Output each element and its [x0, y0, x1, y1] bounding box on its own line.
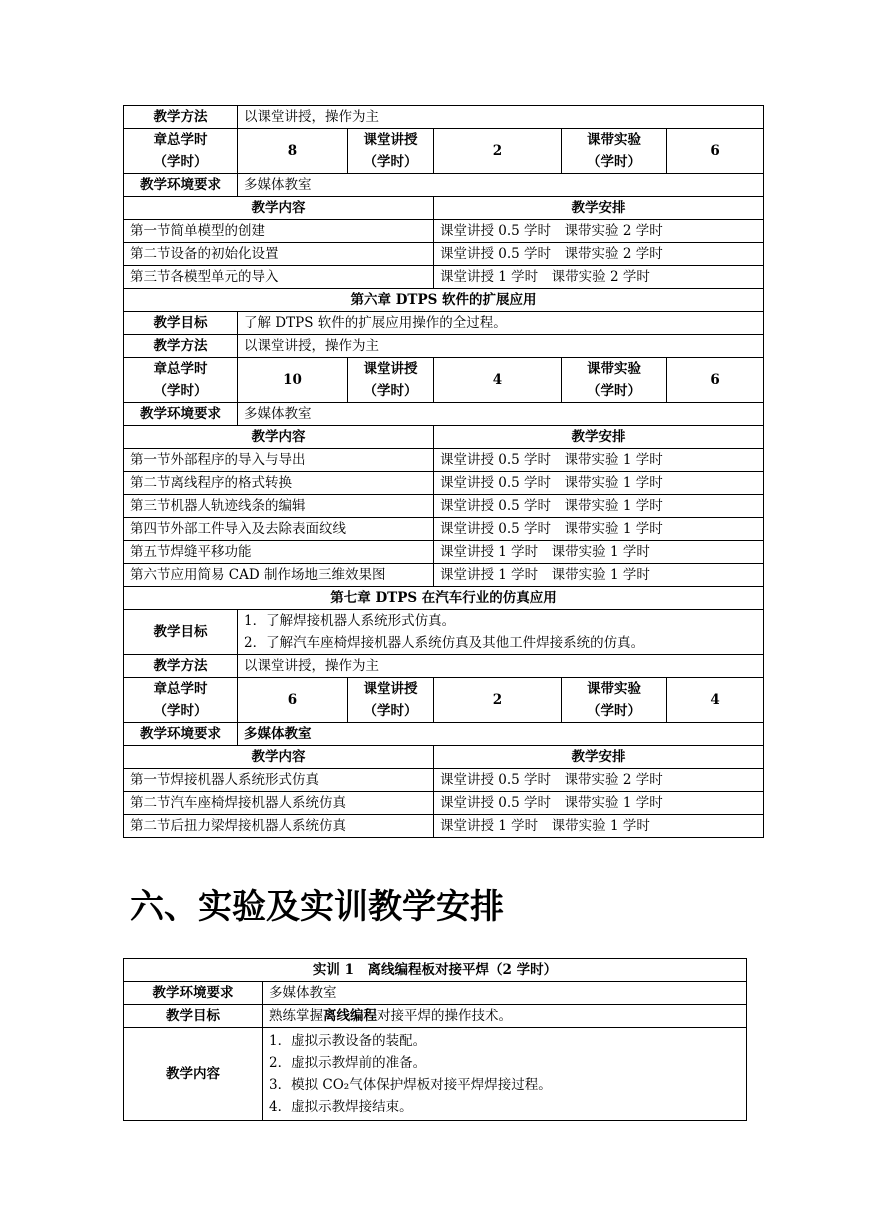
- env-label: 教学环境要求: [124, 723, 238, 746]
- lab-title-row: [124, 959, 747, 982]
- section-arrangement: 课堂讲授 0.5 学时 课带实验 2 学时: [434, 769, 764, 792]
- section-content: 第二节后扭力梁焊接机器人系统仿真: [124, 815, 434, 838]
- content-row: [124, 1028, 747, 1121]
- table-row: [124, 243, 764, 266]
- method-row: [124, 655, 764, 678]
- goal-label: 教学目标: [124, 610, 238, 655]
- method-value: 以课堂讲授，操作为主: [238, 106, 764, 129]
- section-arrangement: 课堂讲授 0.5 学时 课带实验 2 学时: [434, 220, 764, 243]
- content-header: 教学内容: [124, 426, 434, 449]
- total-hours-value: 6: [238, 678, 348, 723]
- content-header: 教学内容: [124, 746, 434, 769]
- table-row: [124, 518, 764, 541]
- goal-row: [124, 1005, 747, 1028]
- table-row: [124, 541, 764, 564]
- table-row: [124, 769, 764, 792]
- arrange-header: 教学安排: [434, 197, 764, 220]
- goal-value: 了解 DTPS 软件的扩展应用操作的全过程。: [238, 312, 764, 335]
- lecture-hours-label: 课堂讲授 （学时）: [348, 358, 434, 403]
- arrange-header: 教学安排: [434, 746, 764, 769]
- method-value: 以课堂讲授，操作为主: [238, 335, 764, 358]
- total-hours-value: 8: [238, 129, 348, 174]
- section-arrangement: 课堂讲授 1 学时 课带实验 1 学时: [434, 541, 764, 564]
- section-content: 第四节外部工件导入及去除表面纹线: [124, 518, 434, 541]
- hours-row: [124, 129, 764, 174]
- content-header: 教学内容: [124, 197, 434, 220]
- env-label: 教学环境要求: [124, 174, 238, 197]
- lecture-hours-value: 2: [434, 129, 562, 174]
- goal-row: [124, 610, 764, 655]
- goal-label: 教学目标: [124, 1005, 263, 1028]
- chapter-7-title: 第七章 DTPS 在汽车行业的仿真应用: [124, 587, 764, 610]
- section-arrangement: 课堂讲授 0.5 学时 课带实验 1 学时: [434, 495, 764, 518]
- section-arrangement: 课堂讲授 0.5 学时 课带实验 1 学时: [434, 792, 764, 815]
- env-value: 多媒体教室: [238, 174, 764, 197]
- chapter-6-title: 第六章 DTPS 软件的扩展应用: [124, 289, 764, 312]
- lab-hours-value: 4: [667, 678, 764, 723]
- lecture-hours-label: 课堂讲授 （学时）: [348, 678, 434, 723]
- goal-label: 教学目标: [124, 312, 238, 335]
- section-arrangement: 课堂讲授 0.5 学时 课带实验 1 学时: [434, 449, 764, 472]
- arrange-header: 教学安排: [434, 426, 764, 449]
- section-content: 第二节汽车座椅焊接机器人系统仿真: [124, 792, 434, 815]
- table-row: [124, 495, 764, 518]
- list-item: 1．虚拟示教设备的装配。: [269, 1033, 427, 1049]
- lecture-hours-label: 课堂讲授 （学时）: [348, 129, 434, 174]
- lab-title: 实训 1 离线编程板对接平焊（2 学时）: [124, 959, 747, 982]
- section-content: 第三节各模型单元的导入: [124, 266, 434, 289]
- list-item: 2．虚拟示教焊前的准备。: [269, 1055, 427, 1071]
- goal-row: [124, 312, 764, 335]
- section-arrangement: 课堂讲授 0.5 学时 课带实验 2 学时: [434, 243, 764, 266]
- lab-hours-value: 6: [667, 358, 764, 403]
- list-item: 4．虚拟示教焊接结束。: [269, 1099, 413, 1115]
- content-header-row: [124, 426, 764, 449]
- total-hours-label: 章总学时 （学时）: [124, 678, 238, 723]
- method-row: [124, 335, 764, 358]
- chapter-title-row: [124, 587, 764, 610]
- lab-hours-label: 课带实验 （学时）: [562, 129, 667, 174]
- method-label: 教学方法: [124, 335, 238, 358]
- section-content: 第五节焊缝平移功能: [124, 541, 434, 564]
- table-row: [124, 449, 764, 472]
- env-value: 多媒体教室: [238, 403, 764, 426]
- env-row: [124, 723, 764, 746]
- hours-row: [124, 678, 764, 723]
- env-value: 多媒体教室: [238, 723, 764, 746]
- section-arrangement: 课堂讲授 1 学时 课带实验 2 学时: [434, 266, 764, 289]
- course-schedule-table: [123, 105, 764, 838]
- lecture-hours-value: 2: [434, 678, 562, 723]
- goal-value: 1．了解焊接机器人系统形式仿真。 2．了解汽车座椅焊接机器人系统仿真及其他工件焊接系统的仿真。: [238, 610, 764, 655]
- section-content: 第六节应用简易 CAD 制作场地三维效果图: [124, 564, 434, 587]
- lab-hours-label: 课带实验 （学时）: [562, 678, 667, 723]
- section-content: 第一节焊接机器人系统形式仿真: [124, 769, 434, 792]
- table-row: [124, 472, 764, 495]
- list-item: 3．模拟 CO₂气体保护焊板对接平焊焊接过程。: [269, 1077, 552, 1093]
- section-content: 第三节机器人轨迹线条的编辑: [124, 495, 434, 518]
- section-content: 第二节设备的初始化设置: [124, 243, 434, 266]
- section-arrangement: 课堂讲授 1 学时 课带实验 1 学时: [434, 815, 764, 838]
- content-header-row: [124, 746, 764, 769]
- chapter-title-row: [124, 289, 764, 312]
- table-row: [124, 815, 764, 838]
- hours-row: [124, 358, 764, 403]
- content-list: [263, 1028, 747, 1121]
- lab-hours-value: 6: [667, 129, 764, 174]
- lab-training-table: [123, 958, 747, 1121]
- lecture-hours-value: 4: [434, 358, 562, 403]
- table-row: [124, 220, 764, 243]
- method-row: [124, 106, 764, 129]
- total-hours-label: 章总学时 （学时）: [124, 358, 238, 403]
- table-row: [124, 564, 764, 587]
- section-arrangement: 课堂讲授 1 学时 课带实验 1 学时: [434, 564, 764, 587]
- section-heading: 六、实验及实训教学安排: [130, 887, 504, 927]
- section-content: 第二节离线程序的格式转换: [124, 472, 434, 495]
- table-row: [124, 792, 764, 815]
- method-value: 以课堂讲授，操作为主: [238, 655, 764, 678]
- method-label: 教学方法: [124, 655, 238, 678]
- env-label: 教学环境要求: [124, 982, 263, 1005]
- env-row: [124, 403, 764, 426]
- content-label: 教学内容: [124, 1028, 263, 1121]
- env-value: 多媒体教室: [263, 982, 747, 1005]
- section-content: 第一节外部程序的导入与导出: [124, 449, 434, 472]
- env-row: [124, 174, 764, 197]
- total-hours-label: 章总学时 （学时）: [124, 129, 238, 174]
- table-row: [124, 266, 764, 289]
- content-header-row: [124, 197, 764, 220]
- section-arrangement: 课堂讲授 0.5 学时 课带实验 1 学时: [434, 472, 764, 495]
- env-row: [124, 982, 747, 1005]
- lab-hours-label: 课带实验 （学时）: [562, 358, 667, 403]
- method-label: 教学方法: [124, 106, 238, 129]
- env-label: 教学环境要求: [124, 403, 238, 426]
- total-hours-value: 10: [238, 358, 348, 403]
- section-arrangement: 课堂讲授 0.5 学时 课带实验 1 学时: [434, 518, 764, 541]
- goal-value: 熟练掌握离线编程对接平焊的操作技术。: [263, 1005, 747, 1028]
- section-content: 第一节简单模型的创建: [124, 220, 434, 243]
